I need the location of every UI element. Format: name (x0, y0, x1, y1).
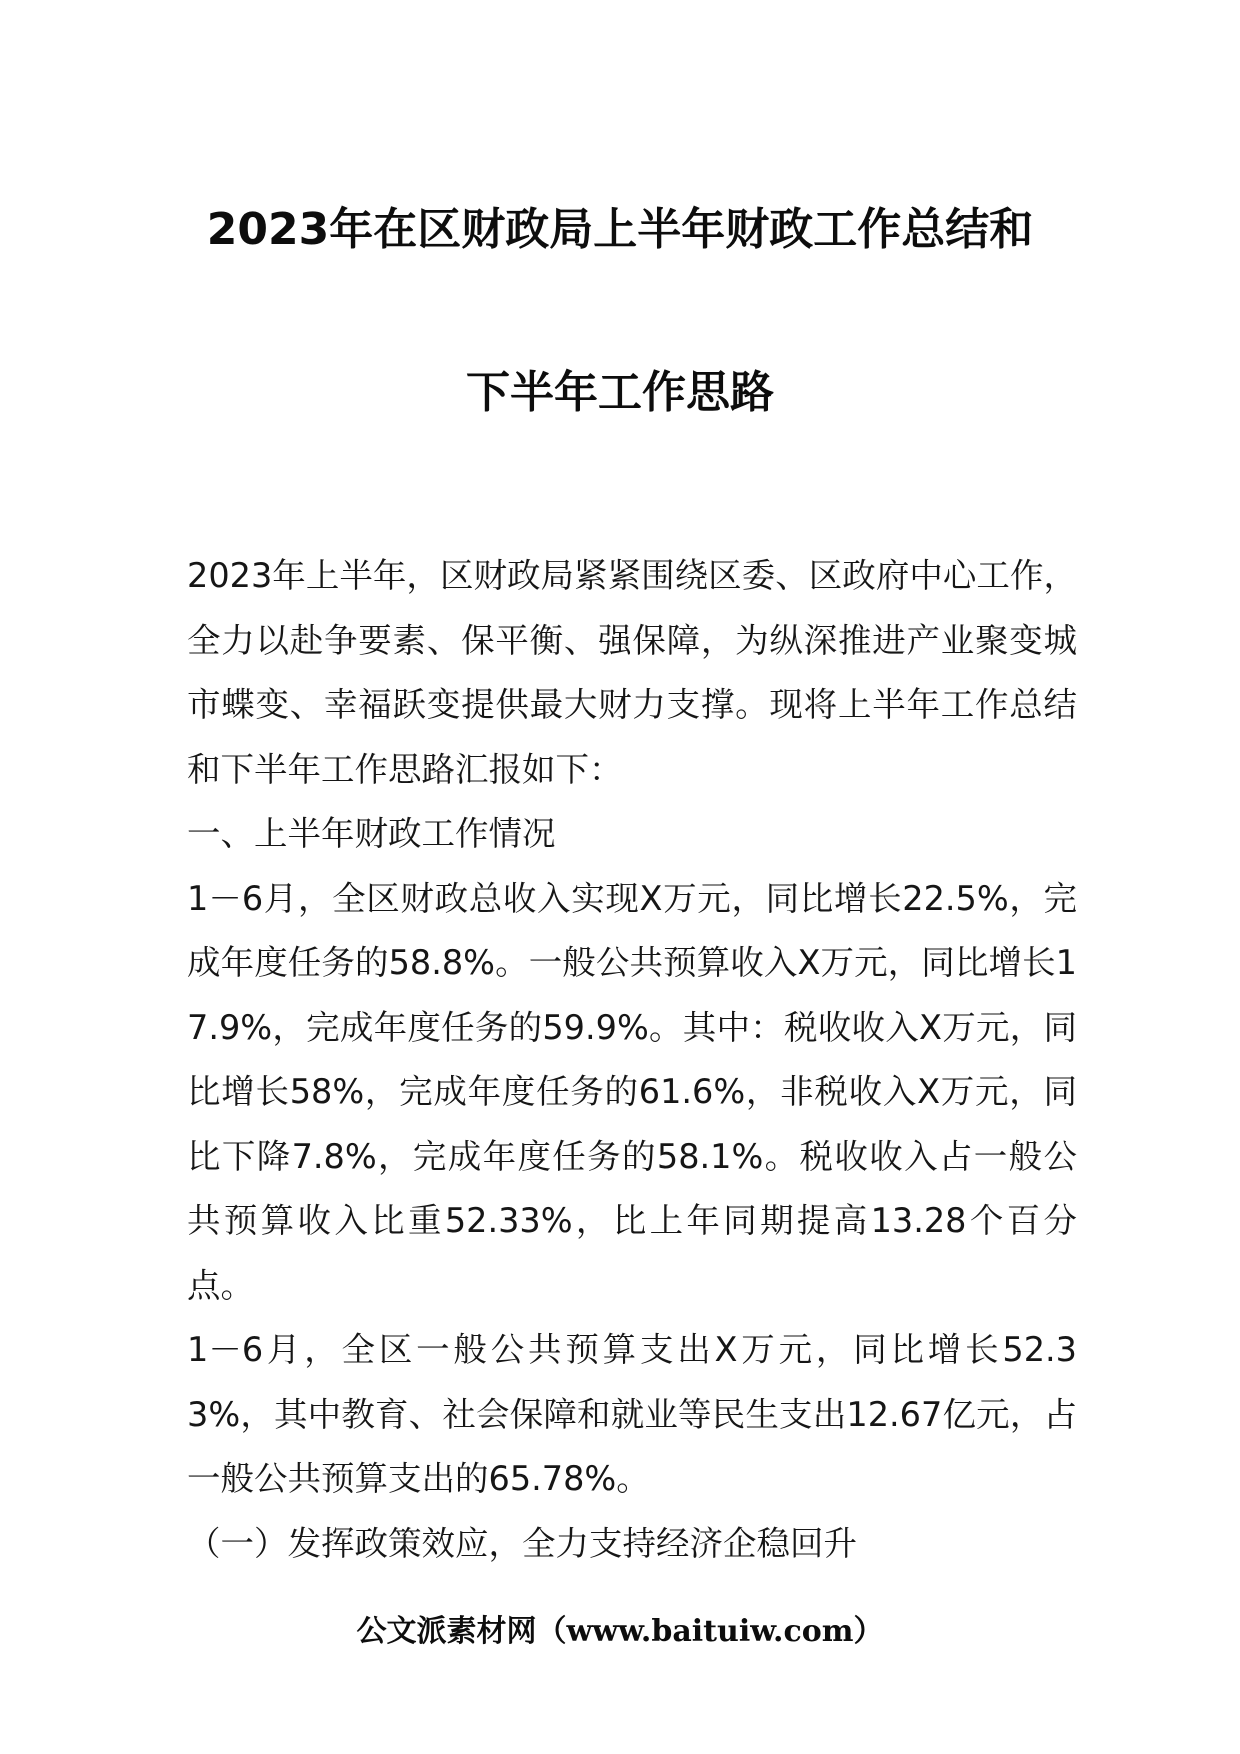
expenditure-paragraph: 1－6月，全区一般公共预算支出X万元，同比增长52.33%，其中教育、社会保障和就业等民生支出12.67亿元，占一般公共预算支出的65.78%。 (187, 1330, 1077, 1498)
footer-watermark: 公文派素材网（www.baituiw.com） (356, 1614, 884, 1649)
section-heading: 一、上半年财政工作情况 (187, 814, 556, 853)
document-body (187, 544, 1077, 1576)
revenue-paragraph: 1－6月，全区财政总收入实现X万元，同比增长22.5%，完成年度任务的58.8%。一般公共预算收入X万元，同比增长17.9%，完成年度任务的59.9%。其中：税收收入X万元，同比增长58%，完成年度任务的61.6%，非税收入X万元，同比下降7.8%，完成年度任务的58.1%。税收收入占一般公共预算收入比重52.33%，比上年同期提高13.28个百分点。 (187, 878, 1077, 1305)
intro-paragraph: 2023年上半年，区财政局紧紧围绕区委、区政府中心工作，全力以赴争要素、保平衡、强保障，为纵深推进产业聚变城市蝶变、幸福跃变提供最大财力支撑。现将上半年工作总结和下半年工作思路汇报如下： (187, 556, 1077, 789)
document-title-line-1: 2023年在区财政局上半年财政工作总结和 (206, 204, 1034, 255)
document-title-line-2: 下半年工作思路 (466, 367, 774, 418)
subsection-heading: （一）发挥政策效应，全力支持经济企稳回升 (187, 1523, 857, 1563)
